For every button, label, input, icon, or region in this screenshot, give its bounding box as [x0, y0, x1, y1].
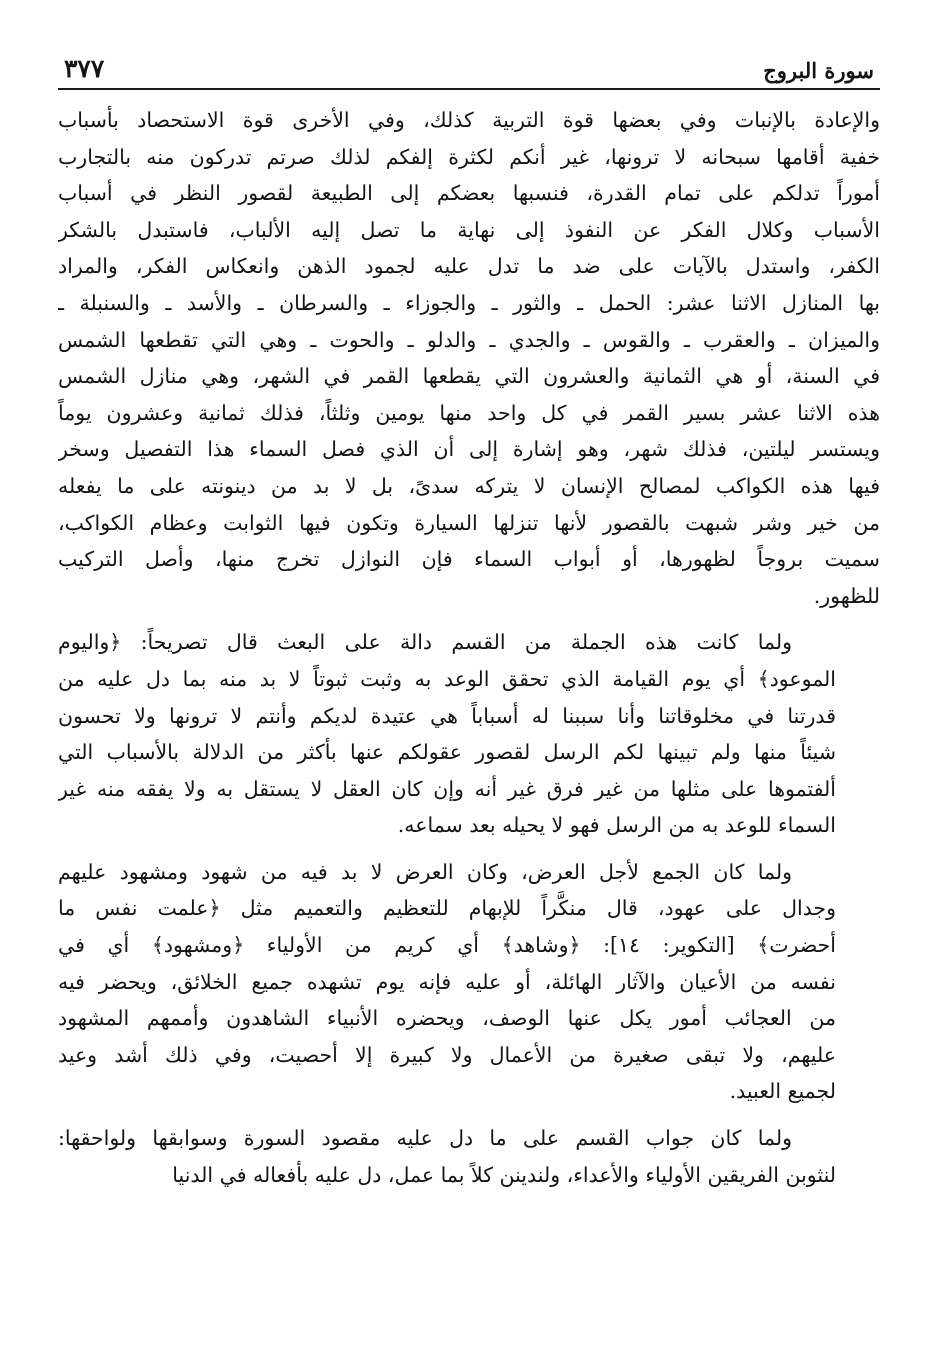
text-line: بها المنازل الاثنا عشر: الحمل ـ والثور ـ والجوزاء ـ والسرطان ـ والأسد ـ والسنبلة ـ: [58, 290, 880, 315]
text-line: نفسه من الأعيان والآثار الهائلة، أو عليه فإنه يوم تشهده جميع الخلائق، ويحضر فيه: [58, 969, 836, 994]
text-line: الأسباب وكلال الفكر عن النفوذ إلى نهاية ما تصل إليه الألباب، فاستبدل بالشكر: [58, 217, 880, 242]
running-header: [58, 52, 880, 90]
text-line: لجميع العبيد.: [729, 1079, 836, 1104]
text-line: في السنة، أو هي الثمانية والعشرون التي يقطعها القمر في الشهر، وهي منازل الشمس: [58, 364, 880, 389]
text-line: من العجائب أمور يكل عنها الوصف، ويحضره الأنبياء الشاهدون وأممهم المشهود: [58, 1006, 836, 1031]
text-line: ألفتموها على مثلها من غير فرق غير أنه وإن كان العقل لا يستقل به ولا يفقه منه غير: [58, 776, 836, 801]
paragraph-2: [58, 624, 880, 844]
text-line: الكفر، واستدل بالآيات على ضد ما تدل عليه لجمود الذهن وانعكاس الفكر، والمراد: [58, 254, 880, 279]
paragraph-4: [58, 1120, 880, 1193]
text-line: ويستسر ليلتين، فذلك شهر، وهو إشارة إلى أن الذي فصل السماء هذا التفصيل وسخر: [58, 437, 880, 462]
text-line: أموراً تدلكم على تمام القدرة، فنسبها بعضكم إلى الطبيعة لقصور النظر في أسباب: [58, 181, 880, 206]
text-line: للظهور.: [813, 583, 880, 608]
text-line: ولما كانت هذه الجملة من القسم دالة على البعث قال تصريحاً: ﴿واليوم: [58, 630, 792, 655]
text-line: عليهم، ولا تبقى صغيرة من الأعمال ولا كبيرة إلا أحصيت، وفي ذلك أشد وعيد: [58, 1042, 836, 1067]
text-line: أحضرت﴾ [التكوير: ١٤]: ﴿وشاهد﴾ أي كريم من الأولياء ﴿ومشهود﴾ أي في: [58, 933, 837, 958]
text-line: الموعود﴾ أي يوم القيامة الذي تحقق الوعد به وثبت ثبوتاً لا بد منه بما دل عليه من: [58, 666, 836, 691]
text-line: السماء للوعد به من الرسل فهو لا يحيله بعد سماعه.: [397, 813, 836, 838]
text-line: وجدال على عهود، قال منكَّراً للإبهام للتعظيم والتعميم مثل ﴿علمت نفس ما: [58, 896, 836, 921]
text-line: من خير وشر شبهت بالقصور لأنها تنزلها السيارة وتكون فيها الثوابت وعظام الكواكب،: [58, 510, 880, 535]
page-number: ٣٧٧: [64, 54, 105, 83]
text-line: خفية أقامها سبحانه لا ترونها، غير أنكم لكثرة إلفكم لذلك صرتم تدركون منه بالتجارب: [58, 144, 880, 169]
paragraph-3: [58, 854, 880, 1110]
text-line: فيها هذه الكواكب لمصالح الإنسان لا يتركه سدىً، بل لا بد من دينونته على ما يفعله: [58, 473, 880, 498]
text-line: قدرتنا في مخلوقاتنا وأنا سببنا له أسباباً هي عتيدة لديكم وأنتم لا ترونها ولا تحسون: [58, 703, 836, 728]
text-line: شيئاً منها ولم تبينها لكم الرسل لقصور عقولكم عنها بأكثر من الدلالة بالأسباب التي: [58, 740, 836, 765]
text-line: والميزان ـ والعقرب ـ والقوس ـ والجدي ـ والدلو ـ والحوت ـ وهي التي تقطعها الشمس: [58, 327, 880, 352]
text-line: والإعادة بالإنبات وفي بعضها قوة التربية كذلك، وفي الأخرى قوة الاستحصاد بأسباب: [58, 108, 880, 132]
text-line: سميت بروجاً لظهورها، أو أبواب السماء فإن النوازل تخرج منها، وأصل التركيب: [58, 547, 880, 572]
text-line: ولما كان جواب القسم على ما دل عليه مقصود السورة وسوابقها ولواحقها:: [58, 1126, 792, 1151]
book-page: [58, 52, 880, 1322]
paragraph-1: [58, 102, 880, 614]
body-text: [58, 102, 880, 1193]
text-line: ولما كان الجمع لأجل العرض، وكان العرض لا بد فيه من شهود ومشهود عليهم: [58, 859, 792, 884]
surah-title: سورة البروج: [763, 58, 874, 83]
text-line: هذه الاثنا عشر بسير القمر في كل واحد منها يومين وثلثاً، فذلك ثمانية وعشرون يوماً: [58, 400, 880, 425]
text-line: لنثوبن الفريقين الأولياء والأعداء، ولندينن كلاً بما عمل، دل عليه بأفعاله في الدنيا: [172, 1162, 836, 1187]
